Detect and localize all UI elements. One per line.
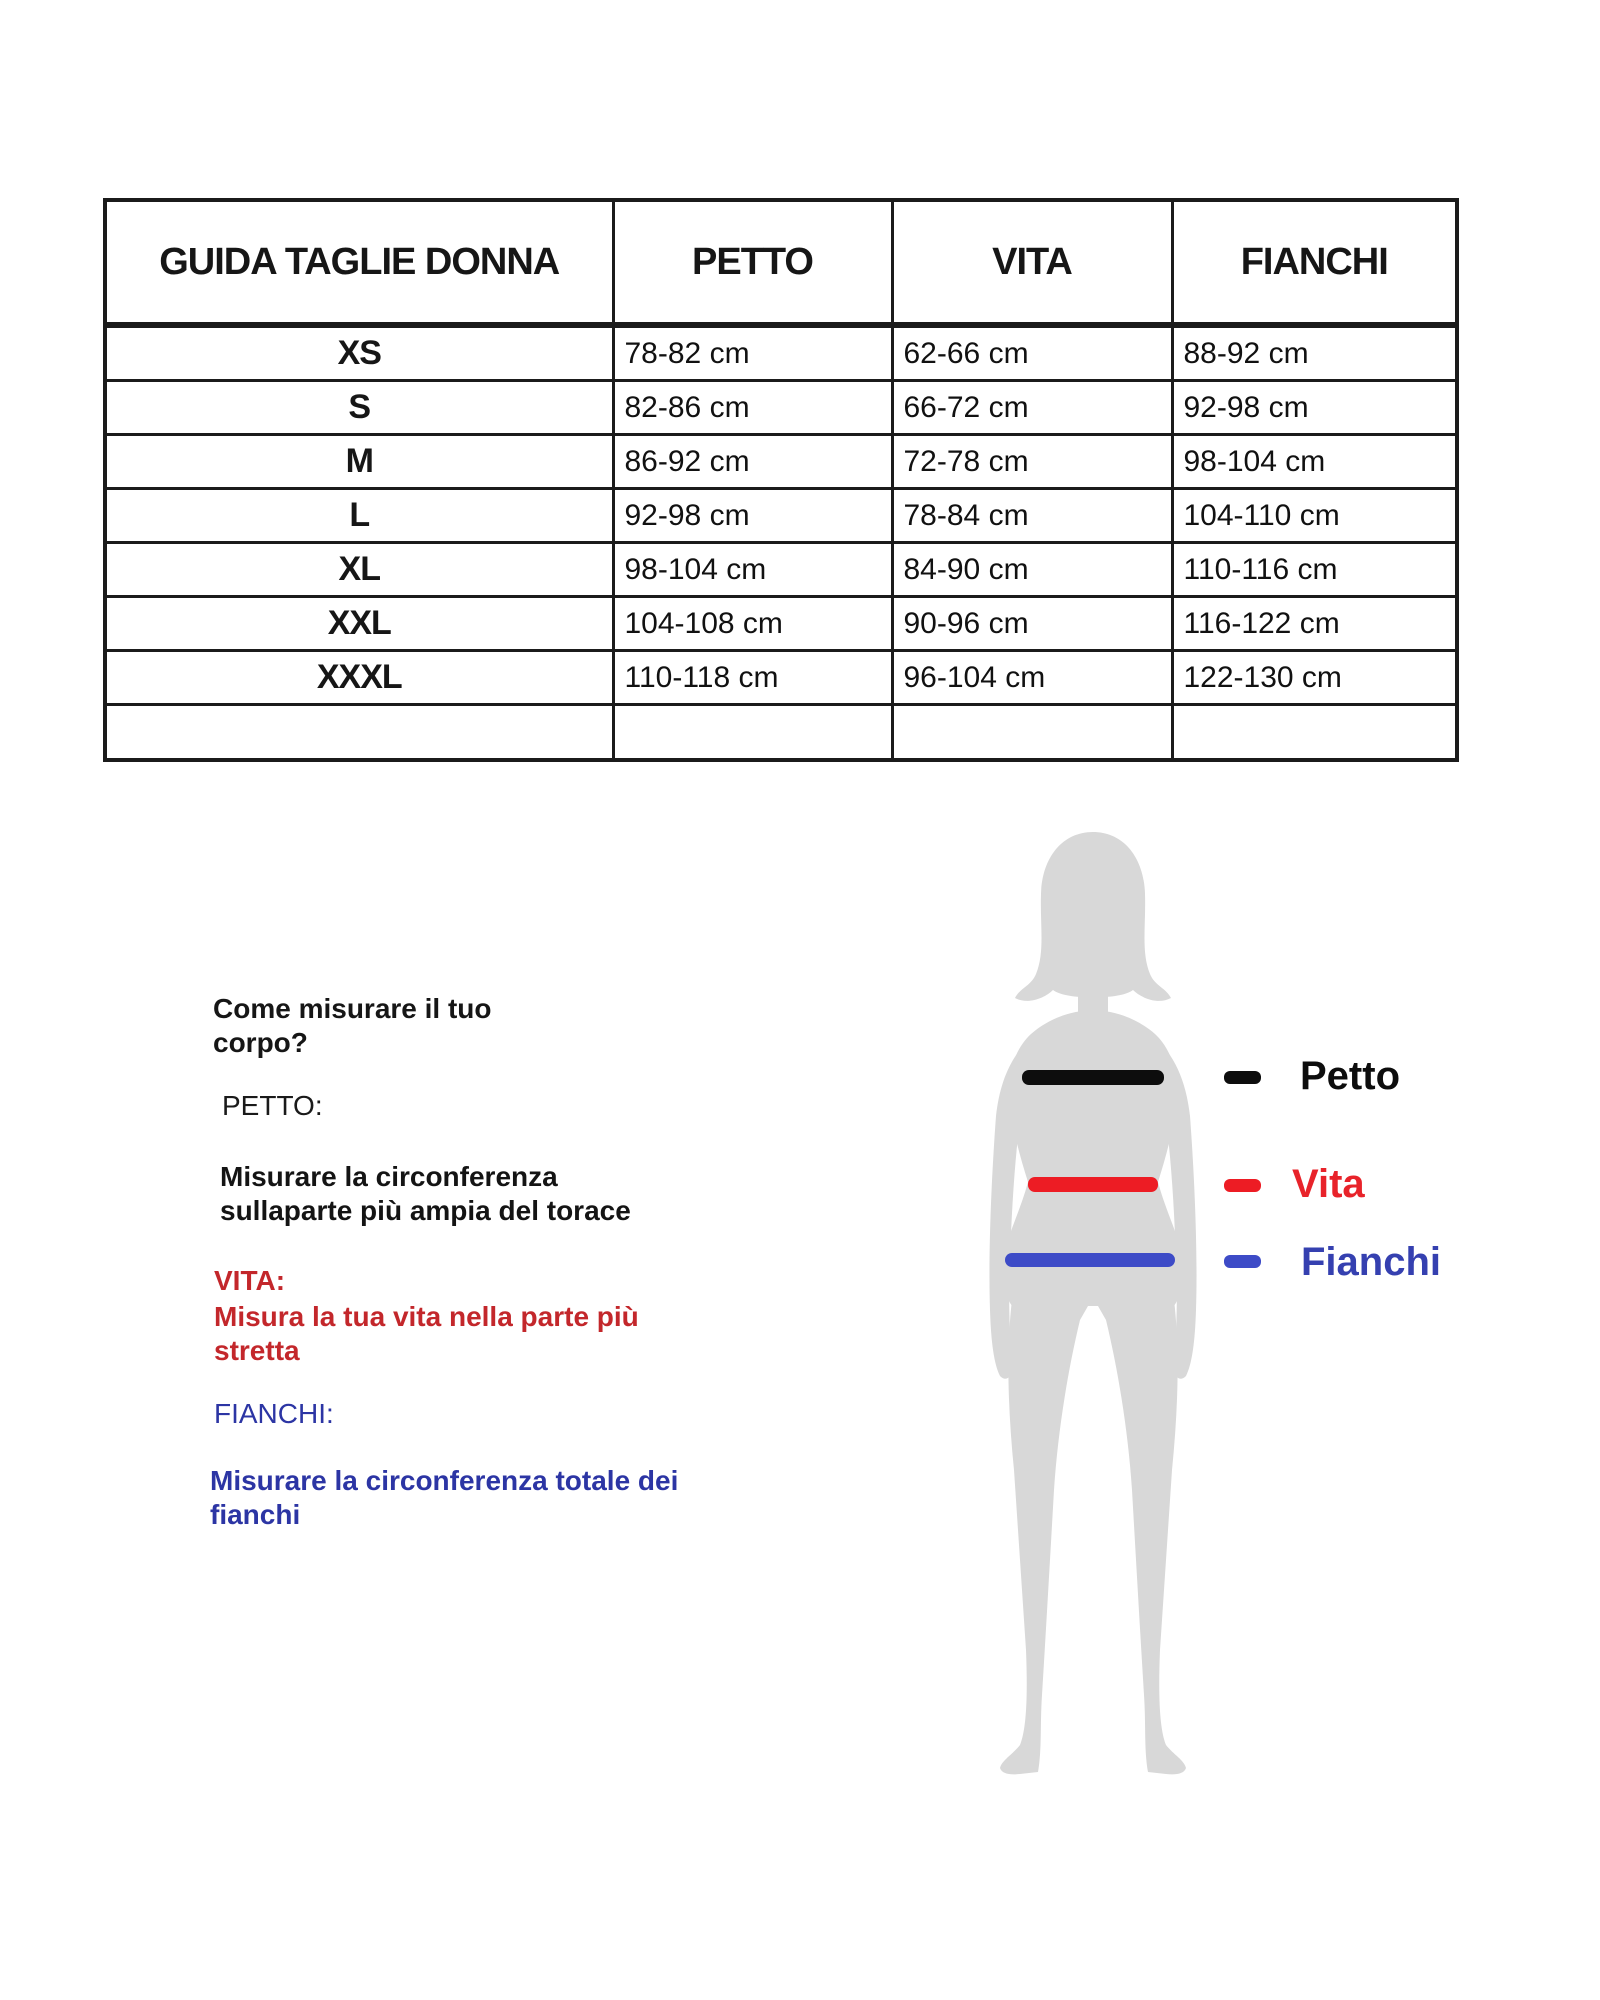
petto-cell: 110-118 cm	[613, 651, 892, 705]
vita-cell: 72-78 cm	[892, 435, 1172, 489]
legend-label-fianchi: Fianchi	[1301, 1240, 1442, 1284]
petto-legend-dash	[1224, 1071, 1261, 1084]
silhouette-right-leg	[1098, 1300, 1186, 1774]
petto-cell: 86-92 cm	[613, 435, 892, 489]
header-petto: PETTO	[613, 200, 892, 325]
female-silhouette-figure	[940, 820, 1500, 1800]
fianchi-cell: 122-130 cm	[1172, 651, 1457, 705]
fianchi-measure-line	[1005, 1253, 1175, 1267]
fianchi-cell: 104-110 cm	[1172, 489, 1457, 543]
fianchi-instruction-text: Misurare la circonferenza totale dei fianchi	[210, 1465, 679, 1530]
header-guida-taglie-donna: GUIDA TAGLIE DONNA	[105, 200, 613, 325]
fianchi-cell: 116-122 cm	[1172, 597, 1457, 651]
size-cell: XXL	[105, 597, 613, 651]
petto-cell: 78-82 cm	[613, 325, 892, 381]
size-cell: S	[105, 381, 613, 435]
petto-cell: 82-86 cm	[613, 381, 892, 435]
vita-cell: 90-96 cm	[892, 597, 1172, 651]
size-cell: XS	[105, 325, 613, 381]
fianchi-cell: 98-104 cm	[1172, 435, 1457, 489]
table-row-xxl	[105, 597, 1457, 651]
table-row-xl	[105, 543, 1457, 597]
petto-cell: 98-104 cm	[613, 543, 892, 597]
how-to-measure-title: Come misurare il tuo corpo?	[213, 993, 492, 1058]
fianchi-cell: 110-116 cm	[1172, 543, 1457, 597]
vita-cell: 78-84 cm	[892, 489, 1172, 543]
vita-legend-dash	[1224, 1179, 1261, 1192]
vita-section-label: VITA:	[214, 1265, 286, 1296]
vita-measure-line	[1028, 1177, 1158, 1192]
petto-section-label: PETTO:	[222, 1090, 323, 1121]
header-vita: VITA	[892, 200, 1172, 325]
vita-cell: 84-90 cm	[892, 543, 1172, 597]
table-row-s	[105, 381, 1457, 435]
legend-label-vita: Vita	[1292, 1162, 1365, 1206]
vita-cell: 96-104 cm	[892, 651, 1172, 705]
header-fianchi: FIANCHI	[1172, 200, 1457, 325]
fianchi-cell: 92-98 cm	[1172, 381, 1457, 435]
table-row-xs	[105, 325, 1457, 381]
vita-cell: 66-72 cm	[892, 381, 1172, 435]
size-cell: L	[105, 489, 613, 543]
vita-cell: 62-66 cm	[892, 325, 1172, 381]
petto-cell: 92-98 cm	[613, 489, 892, 543]
size-cell: M	[105, 435, 613, 489]
silhouette-left-leg	[1000, 1300, 1088, 1774]
vita-instruction-text: Misura la tua vita nella parte più stretta	[214, 1301, 639, 1366]
petto-instruction-text: Misurare la circonferenza sullaparte più ampia del torace	[220, 1161, 631, 1226]
vita-cell	[892, 705, 1172, 760]
fianchi-cell: 88-92 cm	[1172, 325, 1457, 381]
petto-measure-line	[1022, 1070, 1164, 1085]
legend-label-petto: Petto	[1300, 1054, 1400, 1098]
fianchi-legend-dash	[1224, 1255, 1261, 1268]
table-row-l	[105, 489, 1457, 543]
table-header-row	[105, 200, 1457, 325]
table-row-xxxl	[105, 651, 1457, 705]
size-cell	[105, 705, 613, 760]
fianchi-section-label: FIANCHI:	[214, 1398, 334, 1429]
fianchi-cell	[1172, 705, 1457, 760]
table-row-m	[105, 435, 1457, 489]
size-cell: XXXL	[105, 651, 613, 705]
petto-cell	[613, 705, 892, 760]
size-cell: XL	[105, 543, 613, 597]
table-row-empty	[105, 705, 1457, 760]
size-guide-table	[103, 198, 1459, 762]
petto-cell: 104-108 cm	[613, 597, 892, 651]
